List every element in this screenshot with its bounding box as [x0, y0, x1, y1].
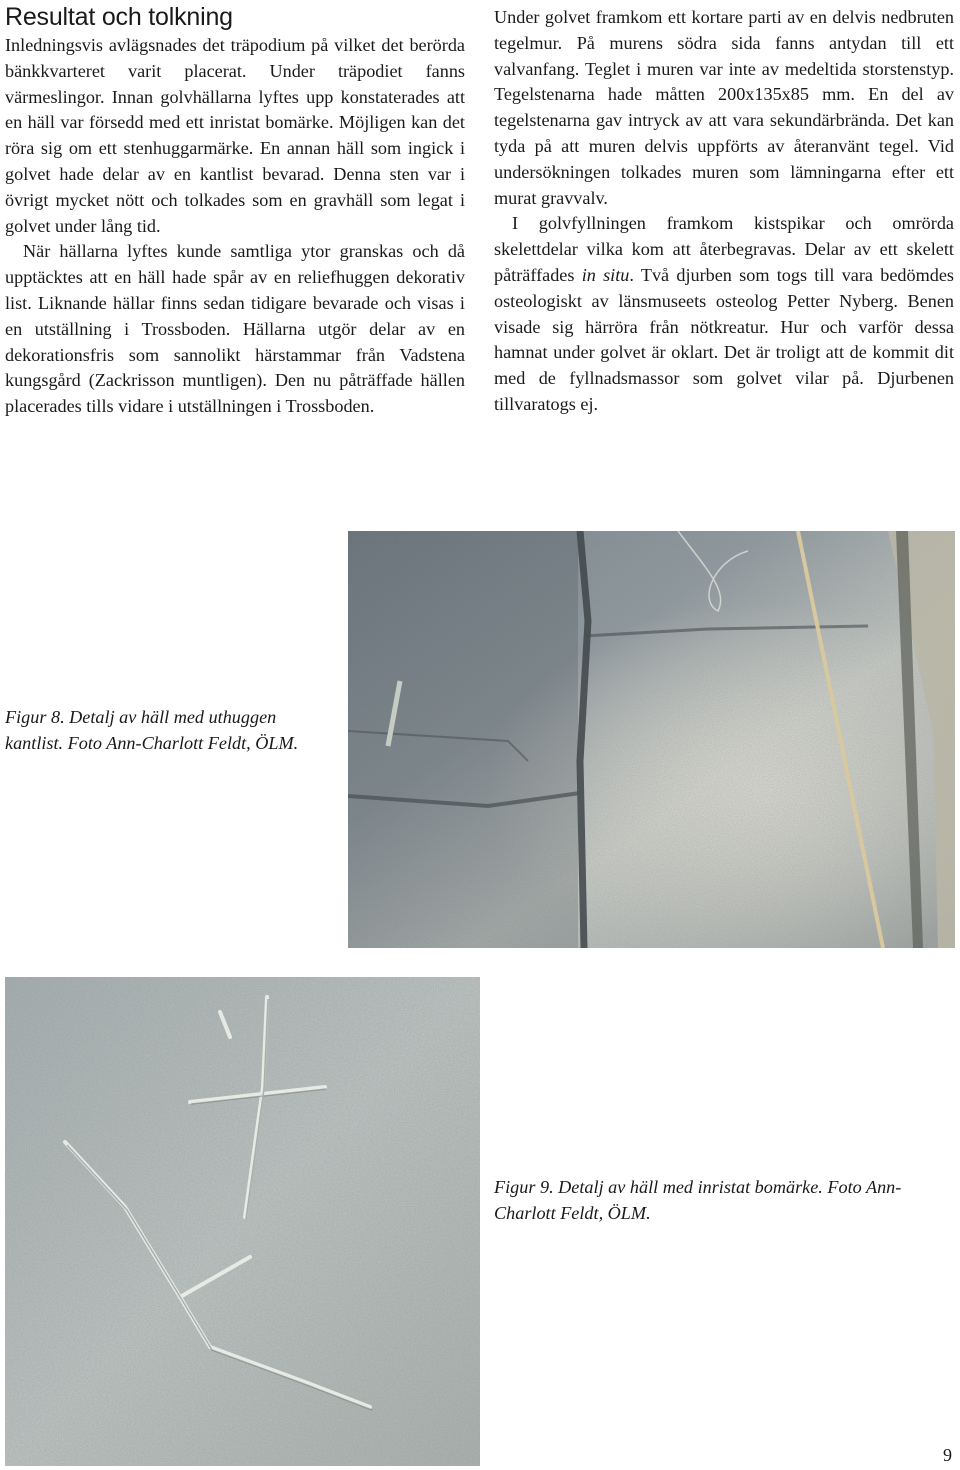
- paragraph-left-1: Inledningsvis avlägsnades det träpodium på vilket det berörda bänkkvarteret varit placerat. Under träpodiet fanns värmeslingor. Innan golvhällarna lyftes upp konstaterades att en häll var försedd med ett inristat bomärke. Möjligen kan det röra sig om ett stenhuggarmärke. En annan häll som ingick i golvet hade delar av en kantlist bevarad. Denna sten var i övrigt mycket nött och tolkades som en gravhäll som legat i golvet under lång tid.: [5, 35, 465, 236]
- left-column: [5, 3, 465, 420]
- figure-9-photo: [5, 977, 480, 1466]
- in-situ-term: in situ: [581, 264, 630, 285]
- stone-slab-border-photo: [348, 531, 955, 948]
- paragraph-right-2-end: . Två djurben som togs till vara bedömdes osteologiskt av länsmuseets osteolog Petter Nyberg. Benen visade sig härröra från nötkreatur. Hur och varför dessa hamnat under golvet är oklart. Det är troligt att de kommit dit med de fyllnadsmassor som golvet vilar på. Djurbenen tillvaratogs ej.: [494, 264, 954, 414]
- figure-8-photo: [348, 531, 955, 948]
- figure-9-caption: Figur 9. Detalj av häll med inristat bomärke. Foto Ann-Charlott Feldt, ÖLM.: [494, 1177, 902, 1223]
- figure-8-caption: Figur 8. Detalj av häll med uthuggen kantlist. Foto Ann-Charlott Feldt, ÖLM.: [5, 707, 299, 753]
- paragraph-right-2-start: I golvfyllningen framkom kistspikar och omrörda skelettdelar vilka kom att återbegravas. Delar av ett skelett påträffades: [494, 213, 954, 285]
- stone-slab-housemark-photo: [5, 977, 480, 1466]
- section-heading: Resultat och tolkning: [5, 3, 233, 31]
- paragraph-right-1: Under golvet framkom ett kortare parti av en delvis nedbruten tegelmur. På murens södra sida fanns antydan till ett valvanfang. Teglet i muren var inte av medeltida storstenstyp. Tegelstenarna hade måtten 200x135x85 mm. En del av tegelstenarna gav intryck av att vara sekundärbrända. Det kan tyda på att muren delvis uppförts av återanvänt tegel. Vid undersökningen tolkades muren som lämningarna efter ett murat gravvalv.: [494, 7, 954, 208]
- page-number: 9: [943, 1445, 952, 1465]
- paragraph-right-2: [494, 211, 954, 417]
- paragraph-left-2: När hällarna lyftes kunde samtliga ytor granskas och då upptäcktes att en häll hade spår av en reliefhuggen dekorativ list. Liknande hällar finns sedan tidigare bevarade och visas i en utställning i Trossboden. Hällarna utgör delar av en dekorationsfris som sannolikt härstammar från Vadstena kungsgård (Zackrisson muntligen). Den nu påträffade hällen placerades tills vidare i utställningen i Trossboden.: [5, 241, 465, 417]
- right-column: [494, 5, 954, 418]
